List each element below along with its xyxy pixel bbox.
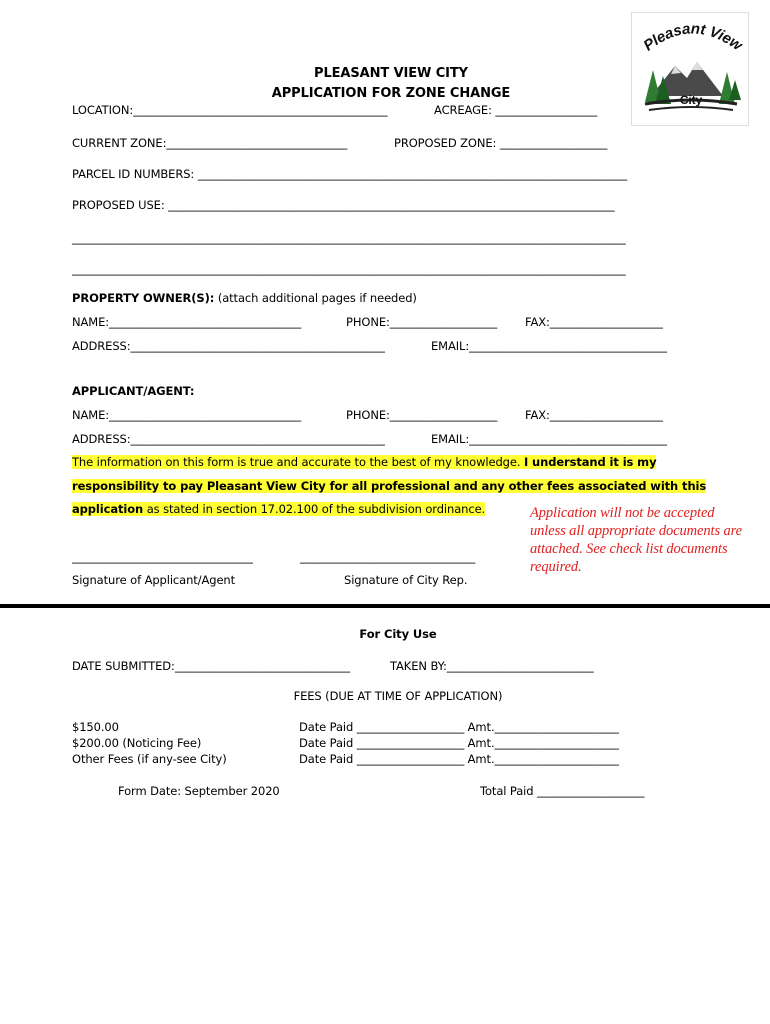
parcel-id-field[interactable]: PARCEL ID NUMBERS: ____________________________________________________________________________ xyxy=(72,167,628,181)
applicant-email-field[interactable]: EMAIL:___________________________________ xyxy=(431,432,667,446)
svg-text:City: City xyxy=(679,93,703,107)
section-divider xyxy=(0,604,770,608)
proposed-zone-field[interactable]: PROPOSED ZONE: ___________________ xyxy=(394,136,608,150)
certification-text-1: The information on this form is true and accurate to the best of my knowledge. xyxy=(72,455,521,469)
location-field[interactable]: LOCATION:_____________________________________________ xyxy=(72,103,388,117)
applicant-name-field[interactable]: NAME:__________________________________ xyxy=(72,408,302,422)
form-title: APPLICATION FOR ZONE CHANGE xyxy=(271,86,511,101)
date-paid-row-1[interactable]: Date Paid ___________________ Amt.______________________ xyxy=(299,720,619,734)
fees-heading: FEES (DUE AT TIME OF APPLICATION) xyxy=(293,689,503,703)
acceptance-notice: Application will not be accepted unless all appropriate documents are attached. See check list documents required. xyxy=(530,505,743,575)
certification-line-1 xyxy=(72,455,656,469)
city-rep-signature-line[interactable]: _______________________________ xyxy=(300,550,476,564)
applicant-heading: APPLICANT/AGENT: xyxy=(72,384,195,398)
owner-address-field[interactable]: ADDRESS:_____________________________________________ xyxy=(72,339,385,353)
city-rep-signature-label: Signature of City Rep. xyxy=(344,573,468,587)
property-owner-label: PROPERTY OWNER(S): xyxy=(72,291,215,305)
date-paid-row-2[interactable]: Date Paid ___________________ Amt.______________________ xyxy=(299,736,619,750)
applicant-signature-label: Signature of Applicant/Agent xyxy=(72,573,236,587)
fee-amount-1: $150.00 xyxy=(72,720,119,734)
date-paid-row-3[interactable]: Date Paid ___________________ Amt.______________________ xyxy=(299,752,619,766)
acreage-field[interactable]: ACREAGE: __________________ xyxy=(434,103,598,117)
city-use-heading: For City Use xyxy=(359,627,437,641)
applicant-phone-field[interactable]: PHONE:___________________ xyxy=(346,408,498,422)
applicant-address-field[interactable]: ADDRESS:_____________________________________________ xyxy=(72,432,385,446)
taken-by-field[interactable]: TAKEN BY:__________________________ xyxy=(390,659,594,673)
org-title: PLEASANT VIEW CITY xyxy=(314,66,468,81)
property-owner-note: (attach additional pages if needed) xyxy=(217,291,417,305)
owner-phone-field[interactable]: PHONE:___________________ xyxy=(346,315,498,329)
property-owner-heading xyxy=(72,291,417,305)
certification-line-3 xyxy=(72,502,485,516)
form-date: Form Date: September 2020 xyxy=(118,784,280,798)
certification-text-5: as stated in section 17.02.100 of the subdivision ordinance. xyxy=(146,502,486,516)
owner-email-field[interactable]: EMAIL:___________________________________ xyxy=(431,339,667,353)
certification-line-2 xyxy=(72,479,706,493)
applicant-signature-line[interactable]: ________________________________ xyxy=(72,550,253,564)
proposed-use-line-3[interactable]: __________________________________________________________________________________________________ xyxy=(72,262,626,276)
date-submitted-field[interactable]: DATE SUBMITTED:_______________________________ xyxy=(72,659,350,673)
current-zone-field[interactable]: CURRENT ZONE:________________________________ xyxy=(72,136,348,150)
owner-name-field[interactable]: NAME:__________________________________ xyxy=(72,315,302,329)
certification-text-3: responsibility to pay Pleasant View City for all professional and any other fees associated with this xyxy=(72,479,707,493)
certification-text-2: I understand it is my xyxy=(523,455,657,469)
proposed-use-field[interactable]: PROPOSED USE: _______________________________________________________________________________ xyxy=(72,198,615,212)
owner-fax-field[interactable]: FAX:____________________ xyxy=(525,315,663,329)
svg-text:Pleasant View: Pleasant View xyxy=(640,20,746,55)
applicant-fax-field[interactable]: FAX:____________________ xyxy=(525,408,663,422)
fee-amount-2: $200.00 (Noticing Fee) xyxy=(72,736,202,750)
certification-text-4: application xyxy=(72,502,144,516)
total-paid-field[interactable]: Total Paid ___________________ xyxy=(480,784,645,798)
fee-amount-3: Other Fees (if any-see City) xyxy=(72,752,227,766)
proposed-use-line-2[interactable]: __________________________________________________________________________________________________ xyxy=(72,231,626,245)
